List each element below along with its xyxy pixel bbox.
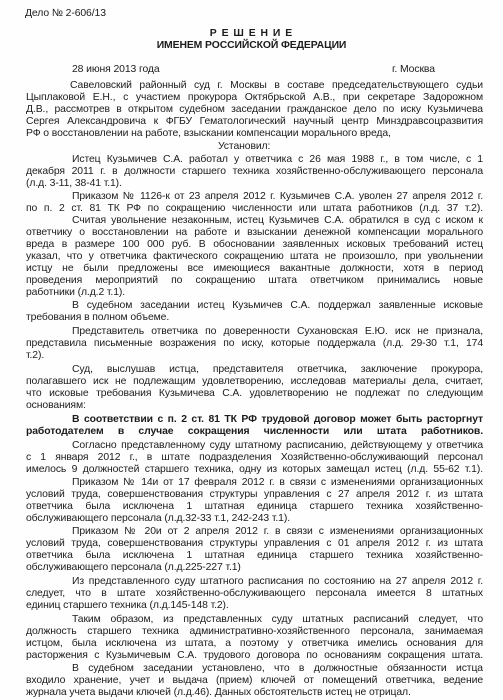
text-line: вреда в размере 100 000 руб. В обосновании заявленных исковых требований истец xyxy=(26,239,483,250)
text-line: истцу не были предложены все имеющиеся вакантные должности, хотя в период xyxy=(26,263,483,274)
text-line: Из представленного суду штатного расписания по состоянию на 27 апреля 2012 г. xyxy=(72,576,483,587)
text-line: Считая увольнение незаконным, истец Кузьмичев С.А. обратился в суд с иском к xyxy=(72,215,483,226)
text-line: ответчика была исключена 1 штатная единица старшего техника хозяйственно- xyxy=(26,550,483,561)
text-line: имелось 9 должностей старшего техника, одну из которых замещал истец (л.д. 55-62 т.1). xyxy=(26,464,483,475)
text-line: Савеловский районный суд г. Москвы в составе председательствующего судьи xyxy=(70,80,483,91)
document-subtitle: ИМЕНЕМ РОССИЙСКОЙ ФЕДЕРАЦИИ xyxy=(156,40,347,51)
text-line: работодателем в случае сокращения численности или штата работников. xyxy=(26,426,483,437)
text-line: полагавшего иск не подлежащим удовлетворению, исследовав материалы дела, считает, xyxy=(26,376,483,387)
text-line: условий труда, совершенствования структуры управления с 27 апреля 2012 г. из штата xyxy=(26,489,483,500)
text-line: декабря 2011 г. в должности старшего техника хозяйственно-обслуживающего персонала xyxy=(26,166,483,177)
text-line: следует, что в штате хозяйственно-обслуживающего персонала имеется 8 штатных xyxy=(26,588,483,599)
text-line: истцом, была исключена из штата, а поэтому у ответчика имелись основания для xyxy=(26,638,483,649)
text-line: журнала учета выдачи ключей (л.д.46). Данных обстоятельств истец не отрицал. xyxy=(26,687,411,698)
text-line: В судебном заседании установлено, что в должностные обязанности истца xyxy=(72,663,483,674)
decision-date: 28 июня 2013 года xyxy=(72,64,160,75)
text-line: Согласно представленному суду штатному расписанию, действующему у ответчика xyxy=(72,440,483,451)
text-line: должность старшего техника административно-хозяйственного персонала, занимаемая xyxy=(26,626,483,637)
text-line: ответчика была исключена 1 штатная единица старшего техника хозяйственно- xyxy=(26,501,483,512)
text-line: Истец Кузьмичев С.А. работал у ответчика с 26 мая 1988 г., в том числе, с 1 xyxy=(72,154,483,165)
text-line: (л.д. 3-11, 38-41 т.1). xyxy=(26,178,122,189)
text-line: обслуживающего персонала (л.д.32-33 т.1, 242-243 т.1). xyxy=(26,513,290,524)
text-line: Установил: xyxy=(218,141,271,152)
text-line: Цыплаковой Е.Н., с участием прокурора Октябрьской А.В., при секретаре Задорожном xyxy=(26,92,483,103)
text-line: основаниям: xyxy=(26,400,86,411)
text-line: требования в полном объеме. xyxy=(26,312,170,323)
text-line: Сергея Александровича к ФГБУ Гематологический научный центр Минздравсоцразвития xyxy=(26,116,483,127)
text-line: условий труда, совершенствования структуры управления с 01 апреля 2012 г. из штата xyxy=(26,538,483,549)
text-line: с 1 января 2012 г., в штате подразделения Хозяйственно-обслуживающий персонал xyxy=(26,452,483,463)
text-line: Д.В., рассмотрев в открытом судебном заседании гражданское дело по иску Кузьмичева xyxy=(26,104,483,115)
text-line: представила письменные возражения по иску, которые поддержала (л.д. 29-30 т.1, 174 xyxy=(26,338,483,349)
text-line: расторжения с Кузьмичевым С.А. трудового договора по основаниям сокращения штата. xyxy=(26,650,483,661)
text-line: по п. 2 ст. 81 ТК РФ по сокращению численности или штата работников (л.д. 37 т.2). xyxy=(26,203,483,214)
text-line: работники (л.д.2 т.1). xyxy=(26,287,126,298)
text-line: проведения мероприятий по сокращению штата ответчиком принимались новые xyxy=(26,275,483,286)
text-line: единиц старшего техника (л.д.145-148 т.2). xyxy=(26,600,229,611)
text-line: РФ о восстановлении на работе, взыскании компенсации морального вреда, xyxy=(26,128,391,139)
text-line: В судебном заседании истец Кузьмичев С.А. поддержал заявленные исковые xyxy=(72,300,483,311)
case-number: Дело № 2-606/13 xyxy=(25,8,106,19)
text-line: Представитель ответчика по доверенности Сухановская Е.Ю. иск не признала, xyxy=(72,326,483,337)
text-line: Приказом № 14и от 17 февраля 2012 г. в связи с изменениями организационных xyxy=(72,477,483,488)
text-line: Приказом № 20и от 2 апреля 2012 г. в связи с изменениями организационных xyxy=(72,526,483,537)
text-line: Приказом № 1126-к от 23 апреля 2012 г. Кузьмичев С.А. уволен 27 апреля 2012 г. xyxy=(72,191,483,202)
document-title: Р Е Ш Е Н И Е xyxy=(209,28,294,39)
text-line: что исковые требования Кузьмичева С.А. удовлетворению не подлежат по следующим xyxy=(26,388,483,399)
text-line: т.2). xyxy=(26,350,45,361)
text-line: ответчику о восстановлении на работе и взыскании денежной компенсации морального xyxy=(26,227,483,238)
text-line: обслуживающего персонала (л.д.225-227 т.1) xyxy=(26,562,241,573)
decision-city: г. Москва xyxy=(392,64,435,75)
text-line: входило хранение, учет и выдача (прием) ключей от помещений ответчика, ведение xyxy=(26,675,483,686)
text-line: Таким образом, из представленных суду штатных расписаний следует, что xyxy=(72,614,483,625)
text-line: Суд, выслушав истца, представителя ответчика, заключение прокурора, xyxy=(72,364,483,375)
text-line: В соответствии с п. 2 ст. 81 ТК РФ трудовой договор может быть расторгнут xyxy=(72,414,483,425)
text-line: указал, что у ответчика фактического сокращению штата не произошло, при увольнении xyxy=(26,251,483,262)
